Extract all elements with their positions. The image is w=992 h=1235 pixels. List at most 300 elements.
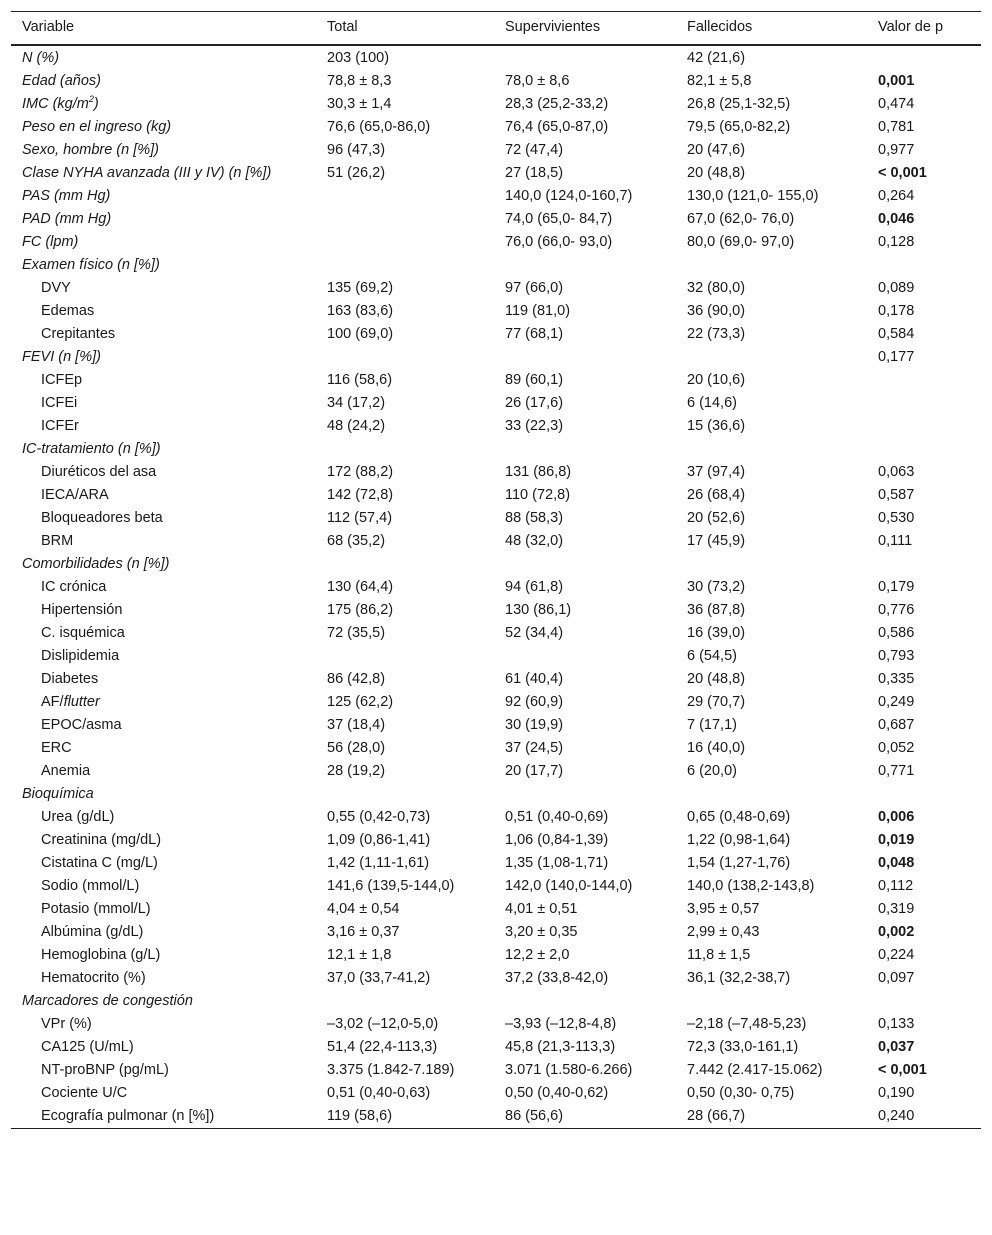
cell-fallecidos: 42 (21,6) bbox=[687, 50, 746, 66]
cell-fallecidos: 80,0 (69,0- 97,0) bbox=[687, 234, 795, 250]
row-label-text: Creatinina (mg/dL) bbox=[41, 832, 162, 848]
row-label-text: AF/ bbox=[41, 694, 64, 710]
cell-fallecidos: 1,22 (0,98-1,64) bbox=[687, 832, 791, 848]
cell-supervivientes: 77 (68,1) bbox=[505, 326, 564, 342]
table-row bbox=[11, 461, 981, 484]
table-row bbox=[11, 323, 981, 346]
cell-p-value: 0,002 bbox=[878, 924, 915, 940]
row-label-text: PAD (mm Hg) bbox=[22, 211, 112, 227]
row-label bbox=[11, 485, 316, 506]
row-label bbox=[11, 899, 316, 920]
header-p-value: Valor de p bbox=[878, 19, 944, 35]
row-label-text: Potasio (mmol/L) bbox=[41, 901, 151, 917]
cell-fallecidos: 3,95 ± 0,57 bbox=[687, 901, 760, 917]
cell-fallecidos: 15 (36,6) bbox=[687, 418, 746, 434]
row-label-text: IC crónica bbox=[41, 579, 107, 595]
cell-p-value bbox=[867, 255, 981, 276]
cell-p-value: 0,046 bbox=[878, 211, 915, 227]
cell-total: 12,1 ± 1,8 bbox=[327, 947, 392, 963]
cell-total: 1,09 (0,86-1,41) bbox=[327, 832, 431, 848]
cell-fallecidos: 36 (90,0) bbox=[687, 303, 746, 319]
cell-total: 3,16 ± 0,37 bbox=[327, 924, 400, 940]
cell-fallecidos: 6 (14,6) bbox=[687, 395, 737, 411]
cell-supervivientes: 74,0 (65,0- 84,7) bbox=[505, 211, 613, 227]
cell-supervivientes: 97 (66,0) bbox=[505, 280, 564, 296]
cell-fallecidos: 6 (20,0) bbox=[687, 763, 737, 779]
cell-total bbox=[316, 347, 494, 368]
cell-total: 34 (17,2) bbox=[327, 395, 386, 411]
cell-fallecidos: 2,99 ± 0,43 bbox=[687, 924, 760, 940]
table-row bbox=[11, 622, 981, 645]
table-row bbox=[11, 898, 981, 921]
cell-fallecidos: 72,3 (33,0-161,1) bbox=[687, 1039, 799, 1055]
table-row bbox=[11, 645, 981, 668]
row-label-text: IMC (kg/m bbox=[22, 96, 89, 112]
cell-p-value: 0,771 bbox=[878, 763, 915, 779]
row-label bbox=[11, 347, 316, 368]
cell-p-value: 0,128 bbox=[878, 234, 915, 250]
row-label bbox=[11, 1037, 316, 1058]
cell-supervivientes: 110 (72,8) bbox=[505, 487, 571, 503]
row-label-text: Albúmina (g/dL) bbox=[41, 924, 144, 940]
cell-p-value: 0,240 bbox=[878, 1108, 915, 1124]
cell-fallecidos: 20 (10,6) bbox=[687, 372, 746, 388]
row-label-text: N (%) bbox=[22, 50, 60, 66]
cell-p-value: 0,048 bbox=[878, 855, 915, 871]
row-label-text: Diabetes bbox=[41, 671, 99, 687]
cell-total: 72 (35,5) bbox=[327, 625, 386, 641]
cell-p-value: 0,097 bbox=[878, 970, 915, 986]
cell-total bbox=[316, 991, 494, 1012]
row-label bbox=[11, 623, 316, 644]
header-total: Total bbox=[327, 19, 358, 35]
row-label bbox=[11, 508, 316, 529]
data-table bbox=[11, 11, 981, 1129]
cell-total: 175 (86,2) bbox=[327, 602, 394, 618]
table-row bbox=[11, 1105, 981, 1128]
row-label-text: PAS (mm Hg) bbox=[22, 188, 111, 204]
cell-total bbox=[316, 186, 494, 207]
cell-supervivientes: 76,4 (65,0-87,0) bbox=[505, 119, 609, 135]
table-row bbox=[11, 254, 981, 277]
cell-supervivientes: 88 (58,3) bbox=[505, 510, 564, 526]
cell-supervivientes: 4,01 ± 0,51 bbox=[505, 901, 578, 917]
cell-fallecidos: 0,65 (0,48-0,69) bbox=[687, 809, 791, 825]
row-label bbox=[11, 393, 316, 414]
cell-fallecidos: 26 (68,4) bbox=[687, 487, 746, 503]
cell-p-value: 0,793 bbox=[878, 648, 915, 664]
cell-supervivientes bbox=[494, 554, 676, 575]
cell-fallecidos: 28 (66,7) bbox=[687, 1108, 746, 1124]
table-row bbox=[11, 208, 981, 231]
cell-total: 76,6 (65,0-86,0) bbox=[327, 119, 431, 135]
row-label bbox=[11, 853, 316, 874]
cell-supervivientes: 76,0 (66,0- 93,0) bbox=[505, 234, 613, 250]
row-label-text: ERC bbox=[41, 740, 72, 756]
row-label-text: Crepitantes bbox=[41, 326, 116, 342]
table-row bbox=[11, 415, 981, 438]
row-label-text: Sexo, hombre (n [%]) bbox=[22, 142, 159, 158]
table-row bbox=[11, 47, 981, 70]
cell-supervivientes: 61 (40,4) bbox=[505, 671, 564, 687]
cell-total: 3.375 (1.842-7.189) bbox=[327, 1062, 455, 1078]
row-label-text: Marcadores de congestión bbox=[22, 993, 193, 1009]
table-row bbox=[11, 277, 981, 300]
row-label bbox=[11, 531, 316, 552]
cell-total bbox=[316, 784, 494, 805]
cell-p-value: 0,319 bbox=[878, 901, 915, 917]
cell-fallecidos: 36,1 (32,2-38,7) bbox=[687, 970, 791, 986]
row-label-text: DVY bbox=[41, 280, 71, 296]
table-row bbox=[11, 783, 981, 806]
table-row bbox=[11, 231, 981, 254]
cell-supervivientes: 52 (34,4) bbox=[505, 625, 564, 641]
cell-fallecidos: 6 (54,5) bbox=[687, 648, 737, 664]
cell-supervivientes: 37 (24,5) bbox=[505, 740, 564, 756]
row-label-text: NT-proBNP (pg/mL) bbox=[41, 1062, 169, 1078]
table-row bbox=[11, 921, 981, 944]
cell-p-value: 0,190 bbox=[878, 1085, 915, 1101]
row-label bbox=[11, 278, 316, 299]
cell-fallecidos bbox=[676, 991, 867, 1012]
cell-p-value bbox=[867, 416, 981, 437]
cell-total bbox=[316, 209, 494, 230]
cell-total: 119 (58,6) bbox=[327, 1108, 393, 1124]
row-label bbox=[11, 94, 316, 115]
row-label bbox=[11, 1083, 316, 1104]
cell-fallecidos: 16 (40,0) bbox=[687, 740, 746, 756]
cell-p-value: 0,112 bbox=[878, 878, 914, 894]
row-label bbox=[11, 830, 316, 851]
cell-fallecidos: 7.442 (2.417-15.062) bbox=[687, 1062, 823, 1078]
table-row bbox=[11, 668, 981, 691]
cell-p-value bbox=[867, 554, 981, 575]
row-label bbox=[11, 968, 316, 989]
cell-total: 37 (18,4) bbox=[327, 717, 386, 733]
cell-p-value: 0,089 bbox=[878, 280, 915, 296]
cell-total: 130 (64,4) bbox=[327, 579, 394, 595]
cell-supervivientes: 1,35 (1,08-1,71) bbox=[505, 855, 609, 871]
cell-supervivientes: 86 (56,6) bbox=[505, 1108, 564, 1124]
cell-p-value: 0,001 bbox=[878, 73, 915, 89]
cell-total bbox=[316, 255, 494, 276]
cell-p-value: 0,052 bbox=[878, 740, 915, 756]
cell-total: 1,42 (1,11-1,61) bbox=[327, 855, 430, 871]
row-label bbox=[11, 600, 316, 621]
row-label bbox=[11, 416, 316, 437]
cell-p-value: 0,584 bbox=[878, 326, 915, 342]
cell-supervivientes bbox=[494, 646, 676, 667]
row-label bbox=[11, 439, 316, 460]
cell-p-value bbox=[867, 393, 981, 414]
row-label-suffix: ) bbox=[93, 96, 99, 112]
table-row bbox=[11, 484, 981, 507]
row-label bbox=[11, 577, 316, 598]
row-label bbox=[11, 692, 316, 713]
row-label bbox=[11, 370, 316, 391]
row-label bbox=[11, 48, 316, 69]
row-label bbox=[11, 140, 316, 161]
cell-fallecidos: 11,8 ± 1,5 bbox=[687, 947, 751, 963]
row-label bbox=[11, 761, 316, 782]
cell-supervivientes: 0,50 (0,40-0,62) bbox=[505, 1085, 609, 1101]
row-label bbox=[11, 991, 316, 1012]
cell-supervivientes: 130 (86,1) bbox=[505, 602, 572, 618]
row-label bbox=[11, 186, 316, 207]
cell-supervivientes: 131 (86,8) bbox=[505, 464, 572, 480]
row-label-text: Bioquímica bbox=[22, 786, 94, 802]
row-label-text: ICFEi bbox=[41, 395, 78, 411]
cell-supervivientes: 89 (60,1) bbox=[505, 372, 564, 388]
cell-p-value: 0,177 bbox=[878, 349, 915, 365]
cell-total: 96 (47,3) bbox=[327, 142, 386, 158]
cell-supervivientes: 0,51 (0,40-0,69) bbox=[505, 809, 609, 825]
table-row bbox=[11, 369, 981, 392]
cell-supervivientes: 45,8 (21,3-113,3) bbox=[505, 1039, 616, 1055]
row-label-text: Edemas bbox=[41, 303, 95, 319]
cell-fallecidos: 22 (73,3) bbox=[687, 326, 746, 342]
cell-supervivientes bbox=[494, 347, 676, 368]
cell-fallecidos: 16 (39,0) bbox=[687, 625, 746, 641]
cell-fallecidos: 0,50 (0,30- 0,75) bbox=[687, 1085, 795, 1101]
cell-supervivientes bbox=[494, 784, 676, 805]
cell-p-value: 0,019 bbox=[878, 832, 915, 848]
row-label-text: VPr (%) bbox=[41, 1016, 92, 1032]
table-row bbox=[11, 139, 981, 162]
row-label bbox=[11, 1106, 316, 1127]
cell-fallecidos: 20 (48,8) bbox=[687, 165, 746, 181]
row-label bbox=[11, 209, 316, 230]
table-row bbox=[11, 507, 981, 530]
cell-p-value: 0,133 bbox=[878, 1016, 915, 1032]
cell-supervivientes: 33 (22,3) bbox=[505, 418, 564, 434]
cell-fallecidos bbox=[676, 784, 867, 805]
cell-p-value: 0,179 bbox=[878, 579, 915, 595]
table-row bbox=[11, 70, 981, 93]
row-label-text: C. isquémica bbox=[41, 625, 125, 641]
row-label bbox=[11, 646, 316, 667]
table-row bbox=[11, 392, 981, 415]
cell-p-value: 0,037 bbox=[878, 1039, 915, 1055]
cell-p-value: 0,111 bbox=[878, 533, 913, 549]
table-row bbox=[11, 875, 981, 898]
row-label-text: FC (lpm) bbox=[22, 234, 79, 250]
row-label bbox=[11, 1060, 316, 1081]
cell-total bbox=[316, 646, 494, 667]
cell-fallecidos bbox=[676, 347, 867, 368]
cell-total: 51,4 (22,4-113,3) bbox=[327, 1039, 438, 1055]
cell-fallecidos: 36 (87,8) bbox=[687, 602, 746, 618]
table-row bbox=[11, 162, 981, 185]
cell-total: 141,6 (139,5-144,0) bbox=[327, 878, 455, 894]
table-row bbox=[11, 300, 981, 323]
row-label-text: ICFEp bbox=[41, 372, 83, 388]
cell-total: 68 (35,2) bbox=[327, 533, 386, 549]
cell-supervivientes: –3,93 (–12,8-4,8) bbox=[505, 1016, 617, 1032]
row-label bbox=[11, 715, 316, 736]
cell-supervivientes: 140,0 (124,0-160,7) bbox=[505, 188, 633, 204]
cell-total: 37,0 (33,7-41,2) bbox=[327, 970, 431, 986]
row-label bbox=[11, 117, 316, 138]
cell-fallecidos bbox=[676, 439, 867, 460]
cell-p-value bbox=[867, 439, 981, 460]
cell-supervivientes: 30 (19,9) bbox=[505, 717, 564, 733]
cell-supervivientes: 27 (18,5) bbox=[505, 165, 564, 181]
cell-p-value: 0,977 bbox=[878, 142, 915, 158]
row-label bbox=[11, 922, 316, 943]
row-label-text: Hematocrito (%) bbox=[41, 970, 146, 986]
row-label-text: IC-tratamiento (n [%]) bbox=[22, 441, 161, 457]
cell-p-value: 0,587 bbox=[878, 487, 915, 503]
cell-p-value: 0,530 bbox=[878, 510, 915, 526]
cell-p-value: 0,335 bbox=[878, 671, 915, 687]
cell-total: 163 (83,6) bbox=[327, 303, 394, 319]
cell-total: 48 (24,2) bbox=[327, 418, 386, 434]
cell-fallecidos bbox=[676, 554, 867, 575]
cell-total: 116 (58,6) bbox=[327, 372, 393, 388]
row-label bbox=[11, 784, 316, 805]
cell-total: –3,02 (–12,0-5,0) bbox=[327, 1016, 439, 1032]
cell-p-value: 0,063 bbox=[878, 464, 915, 480]
cell-total: 135 (69,2) bbox=[327, 280, 394, 296]
row-label-text: Cociente U/C bbox=[41, 1085, 128, 1101]
cell-fallecidos: 1,54 (1,27-1,76) bbox=[687, 855, 791, 871]
cell-fallecidos: 20 (47,6) bbox=[687, 142, 746, 158]
table-row bbox=[11, 1013, 981, 1036]
row-label-text: Clase NYHA avanzada (III y IV) (n [%]) bbox=[22, 165, 272, 181]
cell-supervivientes: 3,20 ± 0,35 bbox=[505, 924, 578, 940]
cell-supervivientes: 20 (17,7) bbox=[505, 763, 564, 779]
cell-fallecidos: 30 (73,2) bbox=[687, 579, 746, 595]
cell-fallecidos: 26,8 (25,1-32,5) bbox=[687, 96, 791, 112]
cell-p-value bbox=[867, 784, 981, 805]
row-label-text: Urea (g/dL) bbox=[41, 809, 115, 825]
row-label bbox=[11, 301, 316, 322]
table-row bbox=[11, 116, 981, 139]
cell-fallecidos: 82,1 ± 5,8 bbox=[687, 73, 752, 89]
table-row bbox=[11, 553, 981, 576]
table-row bbox=[11, 576, 981, 599]
cell-supervivientes: 119 (81,0) bbox=[505, 303, 571, 319]
cell-supervivientes: 12,2 ± 2,0 bbox=[505, 947, 570, 963]
table-row bbox=[11, 530, 981, 553]
cell-fallecidos: 140,0 (138,2-143,8) bbox=[687, 878, 815, 894]
cell-p-value: 0,474 bbox=[878, 96, 915, 112]
cell-supervivientes: 142,0 (140,0-144,0) bbox=[505, 878, 633, 894]
row-label-text: ICFEr bbox=[41, 418, 79, 434]
cell-fallecidos: 7 (17,1) bbox=[687, 717, 737, 733]
table-body bbox=[11, 47, 981, 1128]
table-row bbox=[11, 1082, 981, 1105]
cell-fallecidos: 32 (80,0) bbox=[687, 280, 746, 296]
cell-p-value bbox=[867, 48, 981, 69]
cell-total: 86 (42,8) bbox=[327, 671, 386, 687]
cell-supervivientes: 1,06 (0,84-1,39) bbox=[505, 832, 609, 848]
cell-total: 51 (26,2) bbox=[327, 165, 386, 181]
row-label-text: Dislipidemia bbox=[41, 648, 120, 664]
cell-total: 112 (57,4) bbox=[327, 510, 393, 526]
table-row bbox=[11, 737, 981, 760]
row-label-text: Examen físico (n [%]) bbox=[22, 257, 160, 273]
header-variable: Variable bbox=[22, 19, 75, 35]
header-fallecidos: Fallecidos bbox=[687, 19, 753, 35]
cell-p-value bbox=[867, 370, 981, 391]
row-label-text: BRM bbox=[41, 533, 74, 549]
table-row bbox=[11, 691, 981, 714]
cell-p-value: < 0,001 bbox=[878, 165, 927, 181]
cell-p-value: 0,776 bbox=[878, 602, 915, 618]
row-label-text: Peso en el ingreso (kg) bbox=[22, 119, 172, 135]
row-label-text: Hemoglobina (g/L) bbox=[41, 947, 161, 963]
cell-supervivientes bbox=[494, 255, 676, 276]
cell-fallecidos: 37 (97,4) bbox=[687, 464, 746, 480]
cell-p-value: 0,006 bbox=[878, 809, 915, 825]
cell-total: 28 (19,2) bbox=[327, 763, 386, 779]
row-label bbox=[11, 554, 316, 575]
table-row bbox=[11, 829, 981, 852]
cell-p-value: 0,264 bbox=[878, 188, 915, 204]
row-label bbox=[11, 738, 316, 759]
cell-fallecidos: 130,0 (121,0- 155,0) bbox=[687, 188, 819, 204]
cell-fallecidos bbox=[676, 255, 867, 276]
row-label bbox=[11, 71, 316, 92]
cell-total: 172 (88,2) bbox=[327, 464, 394, 480]
row-label-text: Anemia bbox=[41, 763, 91, 779]
cell-supervivientes bbox=[494, 48, 676, 69]
cell-total: 142 (72,8) bbox=[327, 487, 394, 503]
cell-fallecidos: –2,18 (–7,48-5,23) bbox=[687, 1016, 807, 1032]
row-label-text: Sodio (mmol/L) bbox=[41, 878, 140, 894]
row-label bbox=[11, 232, 316, 253]
row-label-superscript: 2 bbox=[88, 94, 94, 105]
cell-supervivientes bbox=[494, 991, 676, 1012]
cell-p-value: 0,781 bbox=[878, 119, 915, 135]
table-row bbox=[11, 438, 981, 461]
table-row bbox=[11, 760, 981, 783]
table-row bbox=[11, 599, 981, 622]
row-label-text: Edad (años) bbox=[22, 73, 101, 89]
table-row bbox=[11, 944, 981, 967]
cell-fallecidos: 29 (70,7) bbox=[687, 694, 746, 710]
cell-total bbox=[316, 554, 494, 575]
row-label bbox=[11, 255, 316, 276]
cell-p-value: 0,586 bbox=[878, 625, 915, 641]
cell-total: 0,51 (0,40-0,63) bbox=[327, 1085, 431, 1101]
row-label-text: EPOC/asma bbox=[41, 717, 122, 733]
row-label-text: IECA/ARA bbox=[41, 487, 109, 503]
table-row bbox=[11, 185, 981, 208]
cell-supervivientes: 3.071 (1.580-6.266) bbox=[505, 1062, 633, 1078]
cell-p-value bbox=[867, 991, 981, 1012]
cell-fallecidos: 20 (52,6) bbox=[687, 510, 746, 526]
cell-p-value: 0,687 bbox=[878, 717, 915, 733]
table-row bbox=[11, 990, 981, 1013]
cell-supervivientes: 94 (61,8) bbox=[505, 579, 564, 595]
row-label-text: Hipertensión bbox=[41, 602, 123, 618]
row-label-text: Cistatina C (mg/L) bbox=[41, 855, 158, 871]
row-label-text: Ecografía pulmonar (n [%]) bbox=[41, 1108, 215, 1124]
row-label-text: CA125 (U/mL) bbox=[41, 1039, 134, 1055]
cell-p-value: 0,249 bbox=[878, 694, 915, 710]
header-supervivientes: Supervivientes bbox=[505, 19, 601, 35]
table-row bbox=[11, 967, 981, 990]
cell-total bbox=[316, 439, 494, 460]
cell-supervivientes: 92 (60,9) bbox=[505, 694, 564, 710]
table-header bbox=[11, 12, 981, 46]
table-row bbox=[11, 93, 981, 116]
row-label bbox=[11, 669, 316, 690]
table-row bbox=[11, 806, 981, 829]
